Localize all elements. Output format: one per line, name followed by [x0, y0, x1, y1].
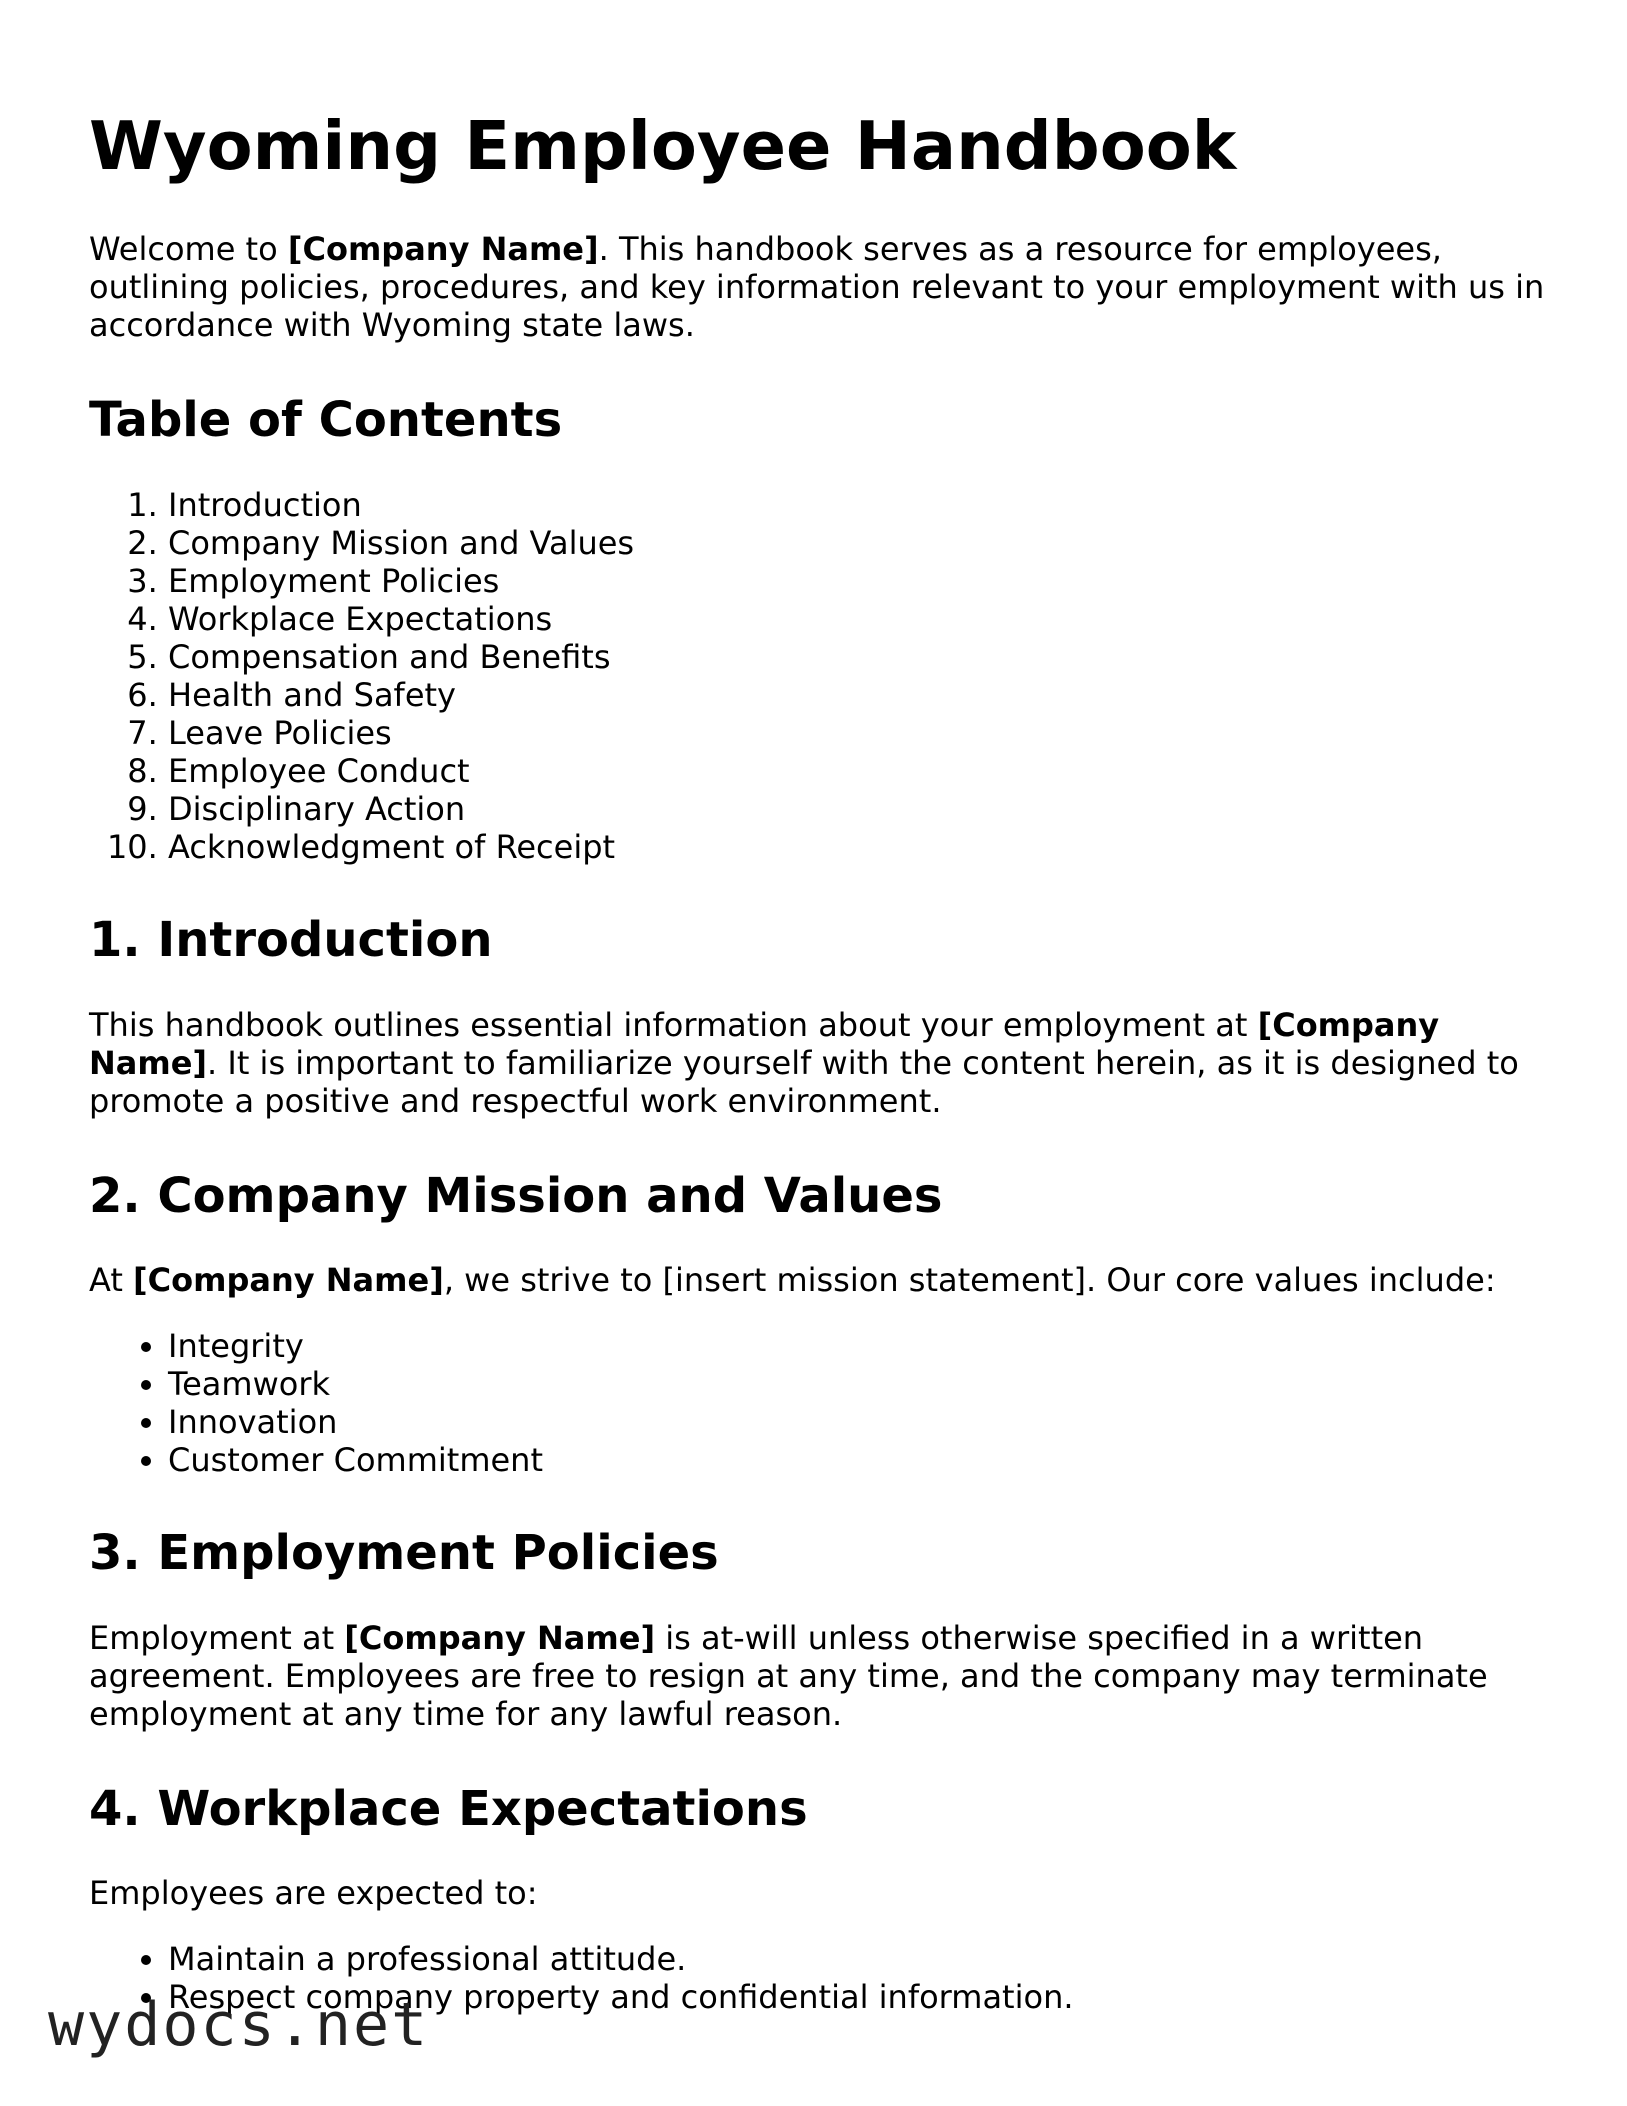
section-heading-mission: 2. Company Mission and Values — [89, 1167, 943, 1224]
section-heading-introduction: 1. Introduction — [89, 911, 493, 968]
introduction-paragraph — [89, 1006, 1549, 1120]
toc-item[interactable]: 10. Acknowledgment of Receipt — [168, 828, 1549, 866]
intro-text: Welcome to — [89, 230, 288, 269]
paragraph-text: This handbook outlines essential information about your employment at — [89, 1005, 1258, 1044]
company-name-placeholder: [Company Name] — [287, 230, 599, 269]
toc-item[interactable]: 3. Employment Policies — [168, 562, 1549, 600]
paragraph-text: . It is important to familiarize yourself with the content herein, as it is designed to promote a positive and respectful work environment. — [89, 1043, 1519, 1120]
toc-heading: Table of Contents — [89, 392, 563, 449]
toc-item[interactable]: 2. Company Mission and Values — [168, 524, 1549, 562]
expectation-item: • Maintain a professional attitude. — [168, 1940, 1549, 1978]
paragraph-text: At — [89, 1261, 134, 1300]
toc-item[interactable]: 1. Introduction — [168, 486, 1549, 524]
core-value-item: • Innovation — [168, 1403, 1549, 1441]
intro-text: . This handbook serves as a resource for employees, outlining policies, procedures, and key information relevant to your employment with us in accordance with Wyoming state laws. — [89, 230, 1545, 345]
core-values-list — [89, 1327, 1549, 1479]
core-value-item: • Customer Commitment — [168, 1441, 1549, 1479]
watermark: wydocs.net — [48, 1990, 430, 2060]
toc-item[interactable]: 4. Workplace Expectations — [168, 600, 1549, 638]
section-heading-employment: 3. Employment Policies — [89, 1525, 719, 1582]
employment-paragraph — [89, 1619, 1549, 1733]
expectation-item: • Respect company property and confidential information. — [168, 1978, 1549, 2016]
expectations-lead: Employees are expected to: — [89, 1874, 538, 1913]
company-name-placeholder: [Company Name] — [89, 1005, 1440, 1082]
document-title: Wyoming Employee Handbook — [89, 107, 1237, 185]
paragraph-text: Employment at — [89, 1618, 345, 1657]
company-name-placeholder: [Company Name] — [133, 1261, 444, 1300]
section-heading-expectations: 4. Workplace Expectations — [89, 1780, 808, 1837]
core-value-item: • Teamwork — [168, 1365, 1549, 1403]
toc-list — [89, 486, 1549, 866]
paragraph-text: is at-will unless otherwise specified in a written agreement. Employees are free to resign at any time, and the company may terminate employment at any time for any lawful reason. — [89, 1618, 1488, 1733]
toc-item[interactable]: 8. Employee Conduct — [168, 752, 1549, 790]
paragraph-text: , we strive to [insert mission statement]. Our core values include: — [443, 1261, 1496, 1300]
intro-paragraph — [89, 230, 1549, 344]
toc-item[interactable]: 5. Compensation and Benefits — [168, 638, 1549, 676]
core-value-item: • Integrity — [168, 1327, 1549, 1365]
document-page — [89, 106, 1549, 2062]
toc-item[interactable]: 6. Health and Safety — [168, 676, 1549, 714]
toc-item[interactable]: 9. Disciplinary Action — [168, 790, 1549, 828]
mission-paragraph — [89, 1261, 1549, 1299]
toc-item[interactable]: 7. Leave Policies — [168, 714, 1549, 752]
company-name-placeholder: [Company Name] — [344, 1618, 656, 1657]
